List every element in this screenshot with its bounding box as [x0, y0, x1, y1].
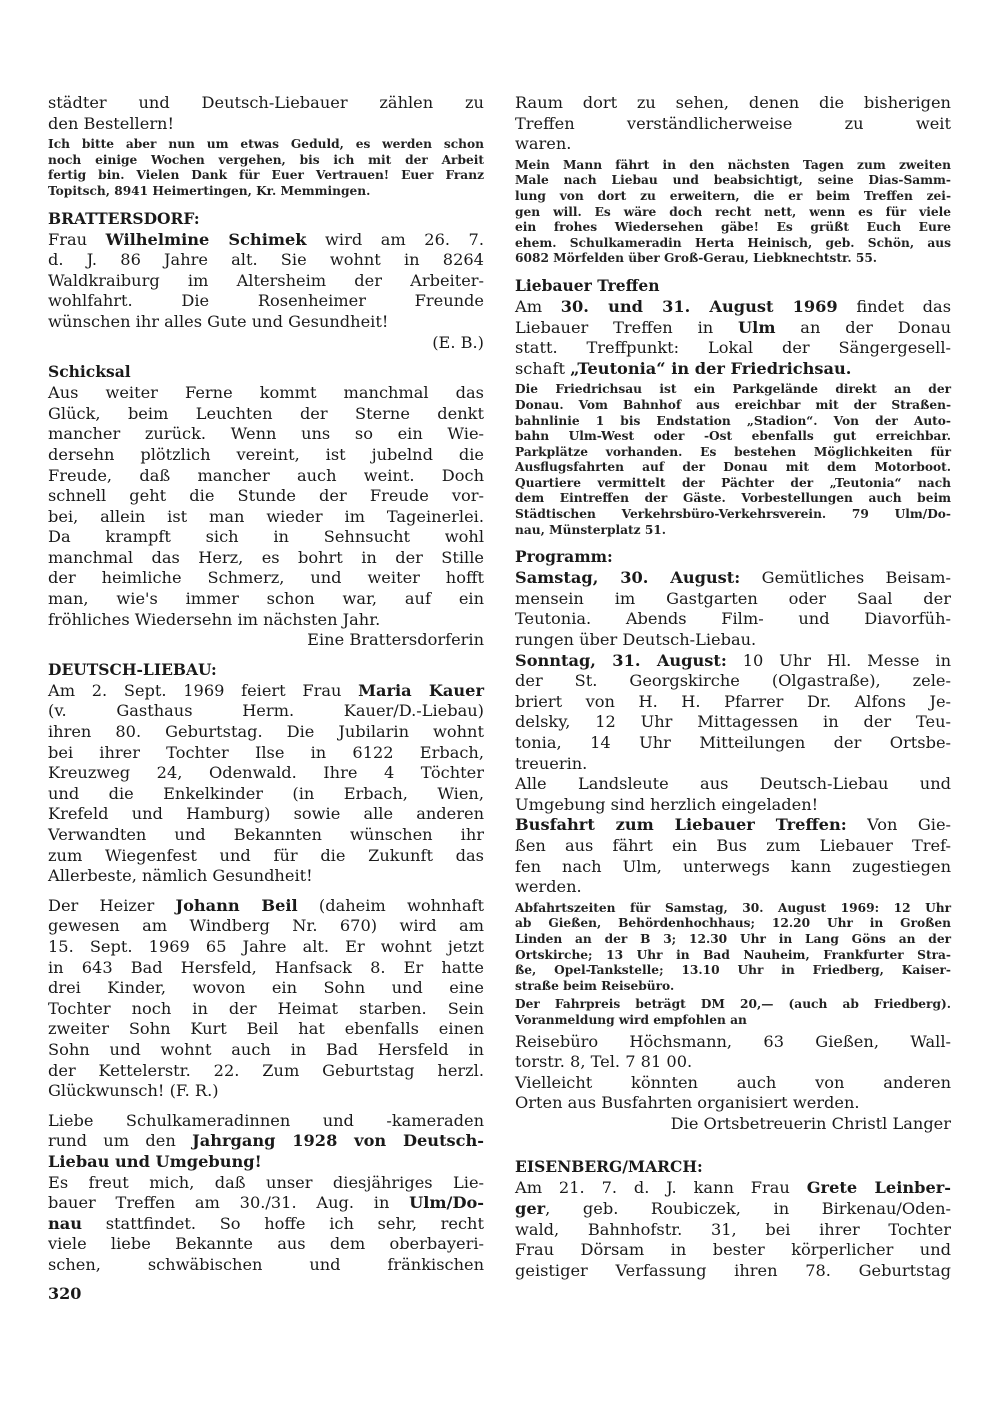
text-line: ab Gießen, Behördenhochhaus; 12.20 Uhr in Großen	[515, 916, 951, 931]
text-line: werden.	[515, 877, 582, 897]
text-line: Treffen verständlicherweise zu weit	[515, 113, 951, 133]
text-line: Schicksal	[48, 362, 131, 382]
text-run: Gemütliches Beisam-	[740, 568, 951, 588]
paragraph	[515, 1032, 951, 1073]
text-line: Die Friedrichsau ist ein Parkgelände direkt an der	[515, 382, 951, 397]
paragraph	[515, 568, 951, 650]
text-line: Die Ortsbetreuerin Christl Langer	[670, 1113, 951, 1133]
text-line: Orten aus Busfahrten organisiert werden.	[515, 1093, 860, 1113]
section-heading	[515, 275, 951, 297]
text-line: ßen aus fährt ein Bus zum Liebauer Tref-	[515, 835, 951, 855]
text-line: Kreuzweg 24, Odenwald. Ihre 4 Töchter	[48, 763, 484, 783]
text-line: delsky, 12 Uhr Mittagessen in der Teu-	[515, 712, 951, 732]
text-run: rund um den	[48, 1131, 193, 1151]
small-print-note	[515, 997, 951, 1028]
text-run: Von Gie-	[846, 815, 952, 835]
bold-text: Busfahrt zum Liebauer Treffen:	[515, 815, 847, 835]
text-run: bauer Treffen am 30./31. Aug. in	[48, 1193, 410, 1213]
text-line: Vielleicht könnten auch von anderen	[515, 1072, 951, 1092]
text-line	[515, 651, 951, 672]
small-print-note	[515, 382, 951, 538]
text-line: Programm:	[515, 547, 613, 567]
signature	[48, 333, 484, 354]
text-run: , geb. Roubiczek, in Birkenau/Oden-	[545, 1199, 951, 1219]
text-line: viele liebe Bekannte aus dem oberbayeri-	[48, 1234, 484, 1254]
text-line	[515, 815, 951, 836]
text-line: Linden an der B 3; 12.30 Uhr in Lang Göns an der	[515, 931, 951, 946]
paragraph	[515, 297, 951, 379]
bold-text: Ulm	[738, 317, 776, 337]
bold-text: Maria Kauer	[358, 680, 484, 700]
text-run: Am	[515, 296, 561, 316]
paragraph	[515, 651, 951, 775]
text-line	[515, 1199, 951, 1220]
text-line: (v. Gasthaus Herm. Kauer/D.-Liebau)	[48, 701, 484, 721]
paragraph	[48, 896, 484, 1102]
text-line: statt. Treffpunkt: Lokal der Sängergesell-	[515, 338, 951, 358]
text-run: Am 21. 7. d. J. kann Frau	[515, 1178, 807, 1198]
text-line: der Kettelerstr. 22. Zum Geburtstag herzl.	[48, 1060, 484, 1080]
paragraph	[515, 93, 951, 155]
text-line: noch einige Wochen vergehen, bis ich mit der Arbeit	[48, 152, 484, 167]
text-line: Alle Landsleute aus Deutsch-Liebau und	[515, 774, 951, 794]
bold-text: Samstag, 30. August:	[515, 568, 741, 588]
text-line: fen nach Ulm, unterwegs kann zugestiegen	[515, 856, 951, 876]
text-line: Aus weiter Ferne kommt manchmal das	[48, 383, 484, 403]
section-heading	[48, 208, 484, 230]
paragraph	[515, 815, 951, 897]
text-run: findet das	[837, 296, 952, 316]
text-line: torstr. 8, Tel. 7 81 00.	[515, 1052, 693, 1072]
text-line: Glück, beim Leuchten der Sterne denkt	[48, 403, 484, 423]
text-run: Frau	[48, 229, 106, 249]
text-line: bahnlinie 1 bis Endstation „Stadion“. Von der Auto-	[515, 413, 951, 428]
text-line: lung von dort zu erweitern, die er beim Treffen zei-	[515, 188, 951, 203]
text-line: DEUTSCH-LIEBAU:	[48, 659, 217, 679]
text-line: dem Eintreffen der Gäste. Vorbestellungen auch beim	[515, 491, 951, 506]
bold-text: „Teutonia“ in der Friedrichsau.	[570, 358, 852, 378]
text-line: Quartiere vermittelt der Pächter der „Teutonia“ nach	[515, 475, 951, 490]
text-line: Male nach Liebau und beabsichtigt, seine Dias-Samm-	[515, 173, 951, 188]
text-line	[515, 359, 951, 380]
text-line: Frau Dörsam in bester körperlicher und	[515, 1240, 951, 1260]
right-column	[515, 93, 951, 1281]
text-run: Der Heizer	[48, 895, 176, 915]
bold-text: nau	[48, 1213, 83, 1233]
paragraph	[48, 1173, 484, 1276]
text-line: gen will. Es wäre doch recht nett, wenn es für viele	[515, 204, 951, 219]
text-line: gewesen am Windberg Nr. 670) wird am	[48, 916, 484, 936]
text-line	[515, 297, 951, 318]
text-line: ehem. Schulkameradin Herta Heinisch, geb. Schön, aus	[515, 235, 951, 250]
signature	[515, 1114, 951, 1135]
text-line: dersehn plötzlich vereint, ist jubelnd die	[48, 444, 484, 464]
text-line: Verwandten und Bekannten wünschen ihr	[48, 825, 484, 844]
text-line: mensein im Gastgarten oder Saal der	[515, 588, 951, 608]
text-line: ihren 80. Geburtstag. Die Jubilarin wohnt	[48, 722, 484, 742]
text-line: mancher zurück. Wenn uns so ein Wie-	[48, 424, 484, 444]
text-line: Ausflugsfahrten auf der Donau mit dem Motorboot.	[515, 460, 951, 475]
text-run: 10 Uhr Hl. Messe in	[726, 650, 951, 670]
bold-text: ger	[515, 1199, 546, 1219]
page-number: 320	[48, 1284, 82, 1303]
text-line: Mein Mann fährt in den nächsten Tagen zum zweiten	[515, 157, 951, 172]
paragraph	[48, 383, 484, 630]
section-heading	[48, 659, 484, 681]
text-line: städter und Deutsch-Liebauer zählen zu	[48, 93, 484, 112]
paragraph	[48, 230, 484, 333]
text-line: EISENBERG/MARCH:	[515, 1157, 703, 1177]
text-line: zweiter Sohn Kurt Beil hat ebenfalls einen	[48, 1019, 484, 1039]
text-line: ße, Opel-Tankstelle; 13.10 Uhr in Friedberg, Kaiser-	[515, 963, 951, 978]
text-line: wünschen ihr alles Gute und Gesundheit!	[48, 311, 389, 331]
small-print-note	[515, 901, 951, 995]
bold-text: Sonntag, 31. August:	[515, 650, 727, 670]
text-line: (E. B.)	[432, 332, 484, 352]
text-line: ein frohes Wiedersehen gäbe! Es grüßt Euch Eure	[515, 220, 951, 235]
paragraph	[515, 1073, 951, 1114]
paragraph	[48, 93, 484, 134]
text-line	[48, 1152, 484, 1173]
text-line	[515, 318, 951, 339]
text-run: stattfindet. So hoffe ich sehr, recht	[82, 1213, 484, 1233]
paragraph	[48, 1111, 484, 1173]
text-line: schnell geht die Stunde der Freude vor-	[48, 486, 484, 506]
bold-text: Johann Beil	[175, 895, 298, 915]
text-line: Freude, daß mancher auch weint. Doch	[48, 465, 484, 485]
text-line: briert von H. H. Pfarrer Dr. Alfons Je-	[515, 691, 951, 711]
text-line: man, wie's immer schon war, auf ein	[48, 589, 484, 609]
text-line: treuerin.	[515, 753, 588, 773]
text-line: rungen über Deutsch-Liebau.	[515, 630, 757, 650]
text-line: Parkplätze vorhanden. Es bestehen Möglichkeiten für	[515, 444, 951, 459]
text-line: der heimliche Schmerz, und weiter hofft	[48, 568, 484, 588]
text-line: schen, schwäbischen und fränkischen	[48, 1254, 484, 1274]
text-line: nau, Münsterplatz 51.	[515, 522, 667, 537]
text-line	[48, 1214, 484, 1235]
text-line: Da krampft sich in Sehnsucht wohl	[48, 527, 484, 547]
text-line: Sohn und wohnt auch in Bad Hersfeld in	[48, 1039, 484, 1059]
text-line: bei, allein ist man wieder im Tageinerlei.	[48, 506, 484, 526]
text-line: Teutonia. Abends Film- und Diavorfüh-	[515, 609, 951, 629]
text-line	[48, 230, 484, 251]
text-line: waren.	[515, 134, 572, 154]
text-line: in 643 Bad Hersfeld, Hanfsack 8. Er hatte	[48, 957, 484, 977]
text-line: Waldkraiburg im Altersheim der Arbeiter-	[48, 270, 484, 290]
text-line: Ortskirche; 13 Uhr in Bad Nauheim, Frankfurter Stra-	[515, 947, 951, 962]
text-run: wird am 26. 7.	[306, 229, 484, 249]
small-print-note	[48, 137, 484, 199]
text-line: Liebauer Treffen	[515, 275, 660, 295]
section-heading	[515, 1156, 951, 1178]
section-heading	[515, 546, 951, 568]
bold-text: Grete Leinber-	[806, 1178, 951, 1198]
text-line: wald, Bahnhofstr. 31, bei ihrer Tochter	[515, 1219, 951, 1239]
text-line: fertig bin. Vielen Dank für Euer Vertrauen! Euer Franz	[48, 168, 484, 183]
text-line: Krefeld und Hamburg) sowie alle anderen	[48, 804, 484, 824]
text-line: Eine Brattersdorferin	[307, 630, 484, 650]
signature	[48, 630, 484, 651]
text-line: Der Fahrpreis beträgt DM 20,— (auch ab Friedberg).	[515, 997, 951, 1012]
text-line	[48, 896, 484, 917]
text-line: Reisebüro Höchsmann, 63 Gießen, Wall-	[515, 1031, 951, 1051]
text-line: bei ihrer Tochter Ilse in 6122 Erbach,	[48, 742, 484, 762]
text-run: (daheim wohnhaft	[297, 895, 484, 915]
text-line	[48, 1193, 484, 1214]
text-line: der St. Georgskirche (Olgastraße), zele-	[515, 671, 951, 691]
text-line: Abfahrtszeiten für Samstag, 30. August 1969: 12 Uhr	[515, 900, 951, 915]
text-line: Glückwunsch! (F. R.)	[48, 1081, 219, 1101]
text-line: Umgebung sind herzlich eingeladen!	[515, 794, 819, 814]
text-line: 6082 Mörfelden über Groß-Gerau, Liebknechtstr. 55.	[515, 251, 878, 266]
text-line: Ich bitte aber nun um etwas Geduld, es werden schon	[48, 137, 484, 152]
text-line: Liebe Schulkameradinnen und -kameraden	[48, 1110, 484, 1130]
text-line: drei Kinder, wovon ein Sohn und eine	[48, 978, 484, 998]
text-line: den Bestellern!	[48, 113, 174, 133]
bold-text: Liebau und Umgebung!	[48, 1151, 262, 1171]
text-line: Tochter noch in der Heimat starben. Sein	[48, 998, 484, 1018]
text-line: Topitsch, 8941 Heimertingen, Kr. Memmingen.	[48, 183, 371, 198]
paragraph	[515, 1178, 951, 1281]
text-line: d. J. 86 Jahre alt. Sie wohnt in 8264	[48, 250, 484, 270]
text-run: schaft	[515, 358, 571, 378]
text-line	[48, 681, 484, 702]
text-line	[515, 1178, 951, 1199]
text-line: und die Enkelkinder (in Erbach, Wien,	[48, 783, 484, 803]
text-line: Donau. Vom Bahnhof aus ereichbar mit der Straßen-	[515, 397, 951, 412]
text-line: Raum dort zu sehen, denen die bisherigen	[515, 93, 951, 112]
text-line: geistiger Verfassung ihren 78. Geburtstag	[515, 1260, 951, 1280]
text-line: manchmal das Herz, es bohrt in der Stille	[48, 547, 484, 567]
text-line: Voranmeldung wird empfohlen an	[515, 1012, 747, 1027]
text-line: fröhliches Wiedersehn im nächsten Jahr.	[48, 609, 381, 629]
text-line: zum Wiegenfest und für die Zukunft das	[48, 845, 484, 865]
text-line: 15. Sept. 1969 65 Jahre alt. Er wohnt jetzt	[48, 936, 484, 956]
text-run: an der Donau	[775, 317, 951, 337]
text-line: Es freut mich, daß unser diesjähriges Lie-	[48, 1172, 484, 1192]
text-run: Liebauer Treffen in	[515, 317, 739, 337]
paragraph	[48, 681, 484, 887]
section-heading	[48, 361, 484, 383]
text-line: wohlfahrt. Die Rosenheimer Freunde	[48, 291, 484, 311]
bold-text: Ulm/Do-	[409, 1193, 484, 1213]
bold-text: Jahrgang 1928 von Deutsch-	[192, 1131, 484, 1151]
text-line	[515, 568, 951, 589]
text-line	[48, 1131, 484, 1152]
text-line: tonia, 14 Uhr Mitteilungen der Ortsbe-	[515, 733, 951, 752]
text-line: Allerbeste, nämlich Gesundheit!	[48, 866, 313, 886]
text-line: straße beim Reisebüro.	[515, 978, 675, 993]
paragraph	[515, 774, 951, 815]
bold-text: Wilhelmine Schimek	[105, 229, 307, 249]
text-line: BRATTERSDORF:	[48, 208, 200, 228]
text-run: Am 2. Sept. 1969 feiert Frau	[48, 680, 359, 700]
small-print-note	[515, 158, 951, 267]
bold-text: 30. und 31. August 1969	[560, 296, 838, 316]
left-column	[48, 93, 484, 1275]
text-line: Städtischen Verkehrsbüro-Verkehrsverein. 79 Ulm/Do-	[515, 507, 951, 522]
text-line: bahn Ulm-West oder -Ost ebenfalls gut erreichbar.	[515, 429, 951, 444]
